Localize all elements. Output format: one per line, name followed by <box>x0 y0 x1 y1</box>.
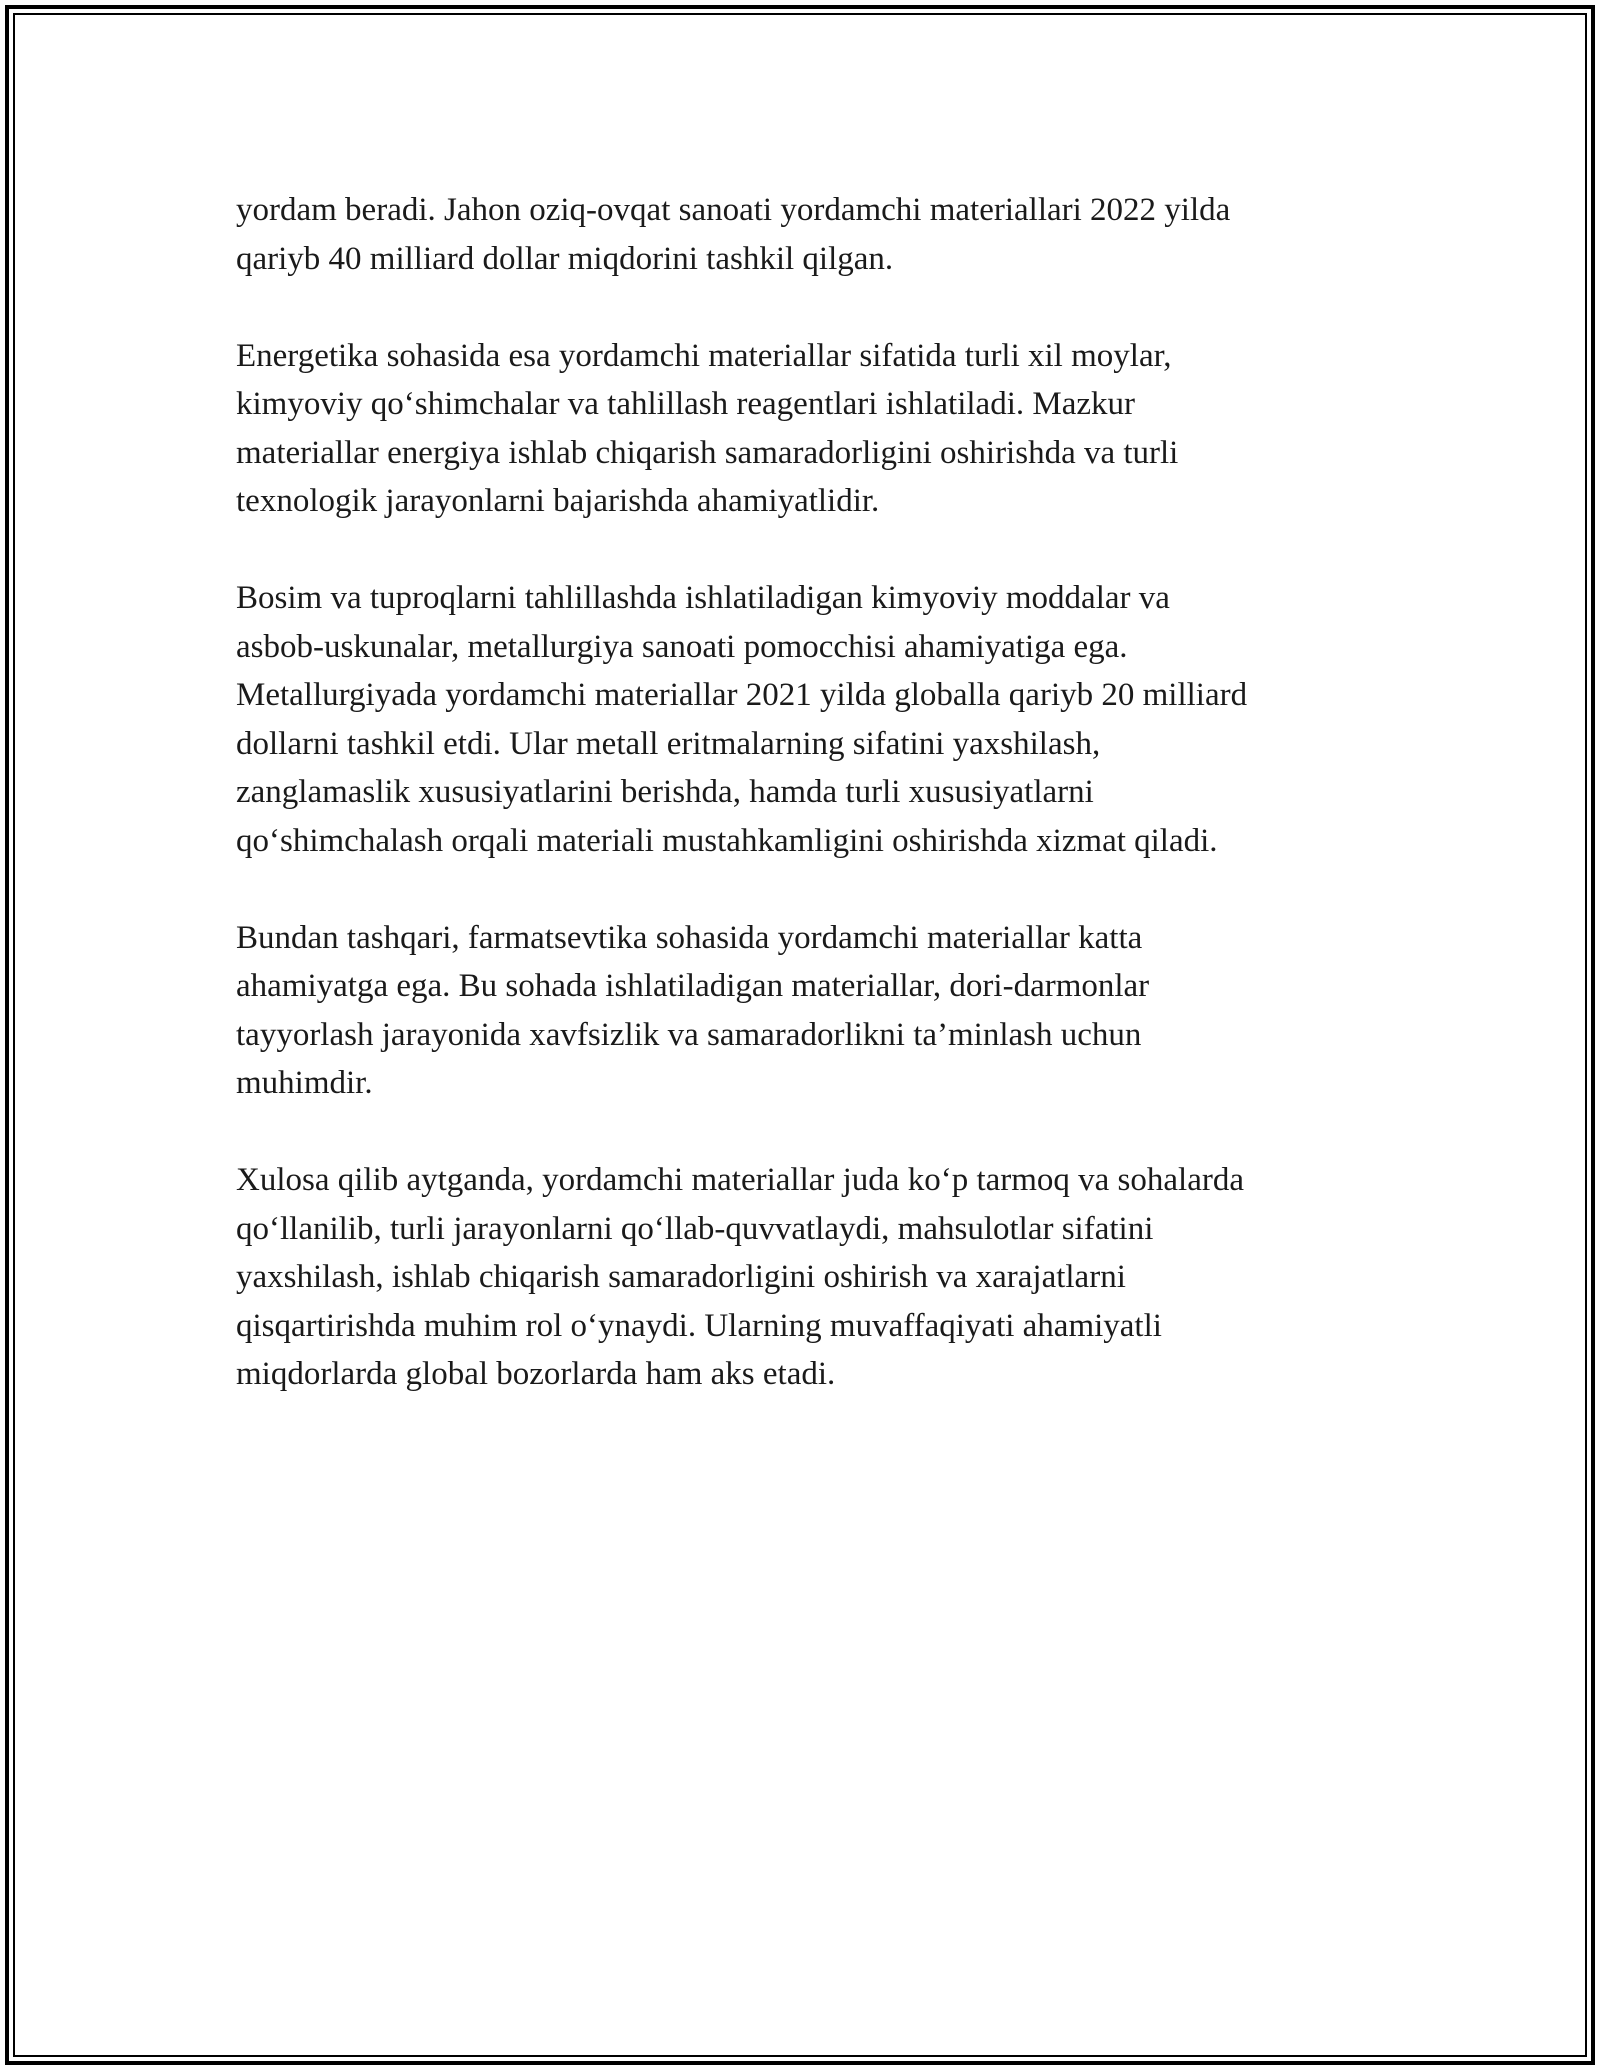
text-line: qisqartirishda muhim rol o‘ynaydi. Ularning muvaffaqiyati ahamiyatli <box>236 1307 1162 1344</box>
text-line: Bundan tashqari, farmatsevtika sohasida yordamchi materiallar katta <box>236 919 1143 956</box>
text-line: yordam beradi. Jahon oziq-ovqat sanoati yordamchi materiallari 2022 yilda <box>236 192 1231 228</box>
paragraph-4 <box>236 914 1376 1108</box>
paragraph-1 <box>236 186 1376 283</box>
paragraph-2 <box>236 332 1376 526</box>
text-line: tayyorlash jarayonida xavfsizlik va samaradorlikni ta’minlash uchun <box>236 1016 1142 1053</box>
paragraph-3 <box>236 574 1376 865</box>
text-line: Bosim va tuproqlarni tahlillashda ishlatiladigan kimyoviy moddalar va <box>236 580 1170 616</box>
text-line: muhimdir. <box>236 1065 373 1101</box>
text-line: dollarni tashkil etdi. Ular metall eritmalarning sifatini yaxshilash, <box>236 725 1101 762</box>
text-line: texnologik jarayonlarni bajarishda ahamiyatlidir. <box>236 483 880 519</box>
text-line: Energetika sohasida esa yordamchi materiallar sifatida turli xil moylar, <box>236 337 1172 374</box>
text-line: asbob-uskunalar, metallurgiya sanoati pomocchisi ahamiyatiga ega. <box>236 628 1128 665</box>
text-line: yaxshilash, ishlab chiqarish samaradorligini oshirish va xarajatlarni <box>236 1259 1126 1295</box>
text-line: materiallar energiya ishlab chiqarish samaradorligini oshirishda va turli <box>236 434 1179 471</box>
document-body <box>236 186 1376 1447</box>
text-line: Metallurgiyada yordamchi materiallar 2021 yilda globalla qariyb 20 milliard <box>236 677 1248 713</box>
text-line: kimyoviy qo‘shimchalar va tahlillash reagentlari ishlatiladi. Mazkur <box>236 386 1135 422</box>
text-line: miqdorlarda global bozorlarda ham aks etadi. <box>236 1356 836 1392</box>
text-line: qo‘shimchalash orqali materiali mustahkamligini oshirishda xizmat qiladi. <box>236 822 1218 859</box>
paragraph-5 <box>236 1156 1376 1399</box>
text-line: qo‘llanilib, turli jarayonlarni qo‘llab-quvvatlaydi, mahsulotlar sifatini <box>236 1210 1154 1247</box>
text-line: ahamiyatga ega. Bu sohada ishlatiladigan materiallar, dori-darmonlar <box>236 968 1150 1004</box>
text-line: qariyb 40 milliard dollar miqdorini tashkil qilgan. <box>236 240 894 277</box>
text-line: Xulosa qilib aytganda, yordamchi materiallar juda ko‘p tarmoq va sohalarda <box>236 1162 1244 1198</box>
text-line: zanglamaslik xususiyatlarini berishda, hamda turli xususiyatlarni <box>236 774 1094 810</box>
